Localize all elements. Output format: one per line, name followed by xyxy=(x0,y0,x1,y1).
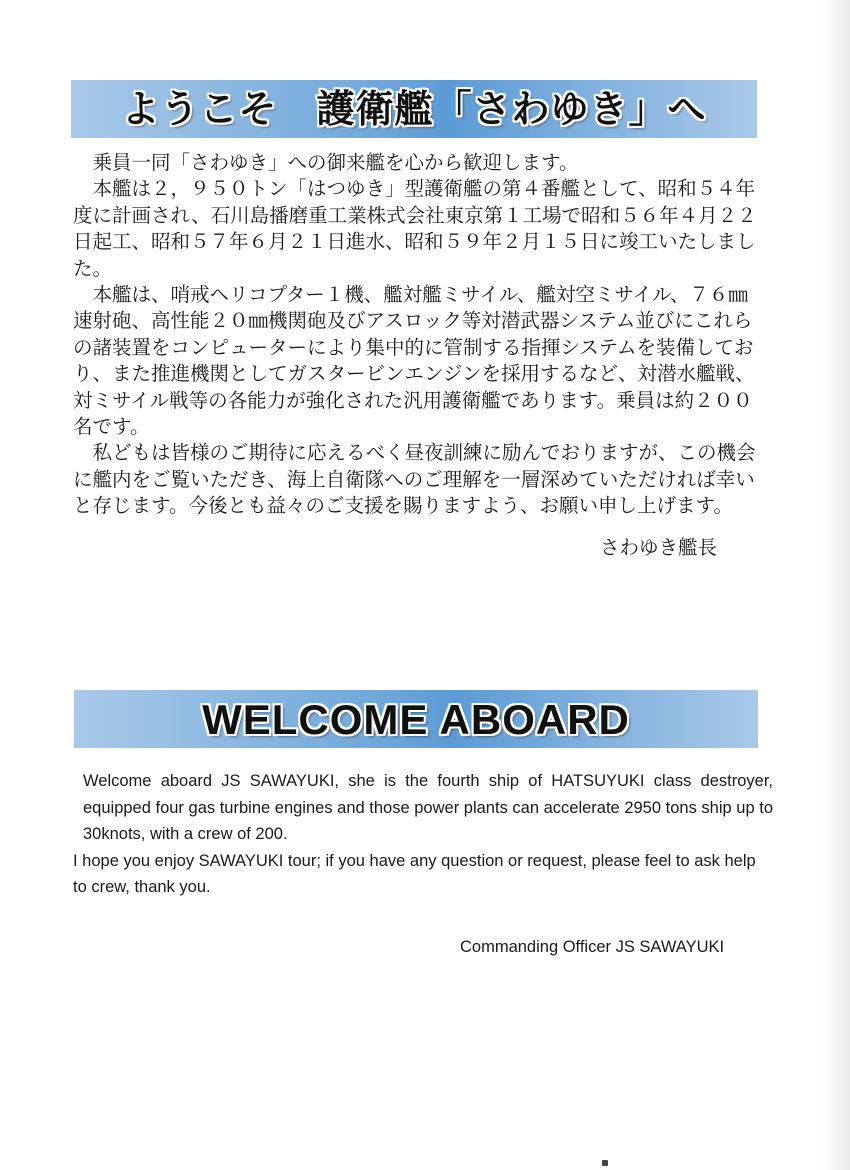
page-mark xyxy=(602,1160,608,1166)
en-paragraph-1: Welcome aboard JS SAWAYUKI, she is the fourth ship of HATSUYUKI class destroyer, equipped four gas turbine engines and those power plants can accelerate 2950 tons ship up to 30knots, with a crew of 200. xyxy=(83,772,773,843)
english-heading-banner xyxy=(74,690,758,748)
japanese-heading: ようこそ 護衛艦「さわゆき」へ xyxy=(121,87,707,131)
page-edge-shadow xyxy=(822,0,850,1170)
jp-paragraph-2: 本艦は２，９５０トン「はつゆき」型護衛艦の第４番艦として、昭和５４年度に計画され、石川島播磨重工業株式会社東京第１工場で昭和５６年４月２２日起工、昭和５７年６月２１日進水、昭和５９年２月１５日に竣工いたしました。 xyxy=(73,177,757,280)
jp-paragraph-3: 本艦は、哨戒ヘリコプター１機、艦対艦ミサイル、艦対空ミサイル、７６㎜速射砲、高性能２０㎜機関砲及びアスロック等対潜武器システム並びにこれらの諸装置をコンピューターにより集中的に管制する指揮システムを装備しており、また推進機関としてガスタービンエンジンを採用するなど、対潜水艦戦、対ミサイル戦等の各能力が強化された汎用護衛艦であります。乗員は約２００名です。 xyxy=(73,283,755,439)
english-body xyxy=(73,768,773,901)
japanese-signature: さわゆき艦長 xyxy=(600,536,718,559)
english-signature: Commanding Officer JS SAWAYUKI xyxy=(460,938,725,956)
jp-paragraph-4: 私どもは皆様のご期待に応えるべく昼夜訓練に励んでおりますが、この機会に艦内をご覧いただき、海上自衛隊へのご理解を一層深めていただければ幸いと存じます。今後とも益々のご支援を賜りますよう、お願い申し上げます。 xyxy=(73,441,756,518)
english-heading: WELCOME ABOARD xyxy=(202,696,630,743)
japanese-heading-banner xyxy=(71,80,757,138)
jp-paragraph-1: 乗員一同「さわゆき」への御来艦を心から歓迎します。 xyxy=(92,151,579,174)
en-paragraph-2: I hope you enjoy SAWAYUKI tour; if you have any question or request, please feel to ask help to crew, thank you. xyxy=(73,851,756,896)
japanese-body xyxy=(73,150,763,520)
